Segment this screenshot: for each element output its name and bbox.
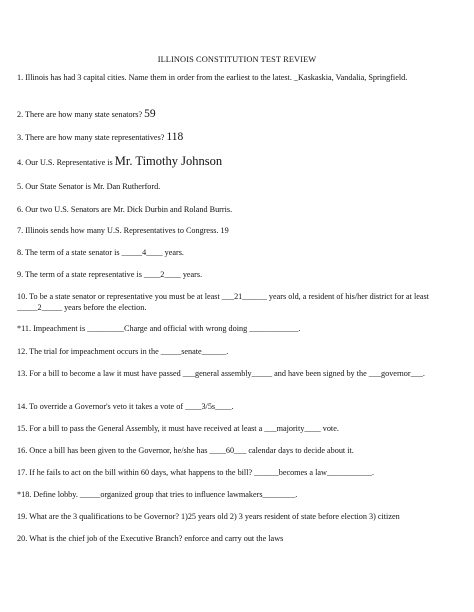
question-6: 6. Our two U.S. Senators are Mr. Dick Durbin and Roland Burris.	[17, 205, 233, 214]
question-19: 19. What are the 3 qualifications to be Governor? 1)25 years old 2) 3 years resident of state before election 3) citizen	[17, 512, 400, 521]
question-9: 9. The term of a state representative is ____2____ years.	[17, 270, 203, 279]
question-4	[17, 156, 462, 169]
question-11: *11. Impeachment is _________Charge and official with wrong doing ____________.	[17, 324, 301, 333]
question-text: 4. Our U.S. Representative is	[17, 158, 115, 167]
page-title: ILLINOIS CONSTITUTION TEST REVIEW	[157, 55, 317, 64]
question-15: 15. For a bill to pass the General Assembly, it must have received at least a ___majority____ vote.	[17, 424, 339, 433]
question-16: 16. Once a bill has been given to the Governor, he/she has ____60___ calendar days to decide about it.	[17, 446, 354, 455]
question-14: 14. To override a Governor's veto it takes a vote of ____3/5s____.	[17, 402, 234, 411]
question-2	[17, 109, 462, 121]
question-answer: 118	[166, 131, 184, 143]
question-text: 2. There are how many state senators?	[17, 110, 145, 119]
question-10: 10. To be a state senator or representative you must be at least ___21______ years old, a resident of his/her district for at least _____2_____ years before the election.	[17, 292, 431, 312]
question-1: 1. Illinois has had 3 capital cities. Name them in order from the earliest to the latest. _Kaskaskia, Vandalia, Springfield.	[17, 73, 408, 82]
question-18: *18. Define lobby. _____organized group that tries to influence lawmakers________.	[17, 490, 298, 499]
question-20: 20. What is the chief job of the Executive Branch? enforce and carry out the laws	[17, 534, 284, 543]
question-text: 3. There are how many state representatives?	[17, 133, 167, 142]
question-13: 13. For a bill to become a law it must have passed ___general assembly_____ and have been signed by the ___governor___.	[17, 369, 425, 378]
question-7: 7. Illinois sends how many U.S. Representatives to Congress. 19	[17, 226, 229, 235]
question-answer: 59	[144, 108, 156, 120]
question-8: 8. The term of a state senator is _____4____ years.	[17, 248, 184, 257]
question-3	[17, 132, 462, 144]
question-12: 12. The trial for impeachment occurs in the _____senate______.	[17, 347, 229, 356]
question-17: 17. If he fails to act on the bill within 60 days, what happens to the bill? ______becomes a law___________.	[17, 468, 374, 477]
question-answer: Mr. Timothy Johnson	[114, 154, 223, 168]
question-5: 5. Our State Senator is Mr. Dan Rutherford.	[17, 182, 161, 191]
